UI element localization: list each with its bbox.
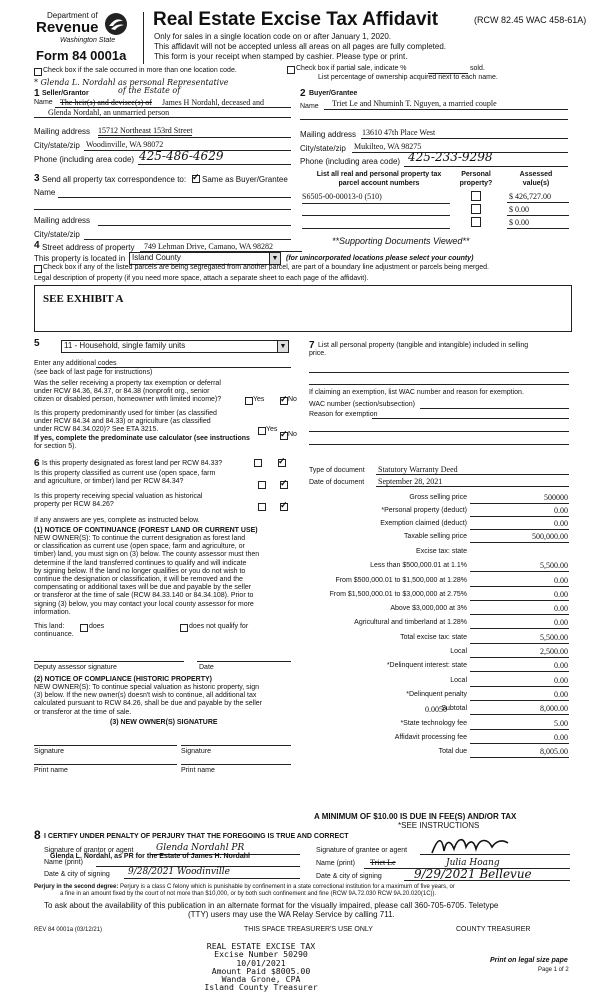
tax-row-value[interactable]: 0.00 — [554, 590, 568, 599]
tax-row-label: Affidavit processing fee — [394, 734, 467, 741]
continuance-text-line: continue the designation or classification, it will be removed and the — [34, 576, 243, 584]
continuance-text-line: information. — [34, 608, 71, 616]
tax-row-value[interactable]: 500000 — [544, 493, 568, 502]
parcel-row-2-value[interactable]: $ 0.00 — [509, 205, 529, 214]
exemption-claim-label: If claiming an exemption, list WAC number and reason for exemption. — [309, 389, 524, 396]
buyer-mailing-label: Mailing address — [300, 130, 357, 139]
corr-city-label: City/state/zip — [34, 230, 80, 239]
grantee-name-value[interactable]: Julia Hoang — [446, 858, 500, 868]
stamp-line: Excise Number 50290 — [214, 949, 308, 960]
tax-row-label: Local — [450, 648, 467, 655]
owner-signature-label-2: Signature — [181, 748, 211, 755]
q6-1-yes-checkbox[interactable] — [254, 459, 262, 467]
tax-row-label: *Personal property (deduct) — [381, 507, 467, 514]
grantor-signature-label: Signature of grantor or agent — [44, 847, 134, 854]
personal-col-header: Personal property? — [459, 171, 493, 187]
ownership-pct-note: List percentage of ownership acquired next to each name. — [318, 74, 498, 81]
treasurer-stamp — [176, 942, 346, 992]
parcel-row-1-number[interactable]: S6505-00-00013-0 (510) — [302, 192, 382, 201]
correspondence-label: Send all property tax correspondence to: — [42, 175, 187, 184]
owner-signature-label-1: Signature — [34, 748, 64, 755]
buyer-city-label: City/state/zip — [300, 144, 346, 153]
q6-3-line-1: Is this property receiving special valuation as historical — [34, 493, 203, 500]
located-label: This property is located in — [34, 254, 126, 263]
q6-3-yes-checkbox[interactable] — [258, 503, 266, 511]
seller-label: Seller/Grantor — [42, 90, 89, 97]
doc-type-label: Type of document — [309, 467, 365, 474]
tax-row-value[interactable]: 0.00 — [554, 661, 568, 670]
seller-city-value[interactable]: Woodinville, WA 98072 — [86, 140, 164, 149]
parcel-row-3-value[interactable]: $ 0.00 — [509, 218, 529, 227]
continuance-text-line: NEW OWNER(S): To continue the current designation as forest land — [34, 535, 246, 542]
q5-1-line-1: Was the seller receiving a property tax exemption or deferral — [34, 380, 221, 387]
tax-row-label: From $500,000.01 to $1,500,000 at 1.28% — [335, 577, 467, 584]
q5-1-yes-checkbox[interactable] — [245, 397, 253, 405]
tax-row-label: Agricultural and timberland at 1.28% — [354, 619, 467, 626]
tax-row-value[interactable]: 500,000.00 — [532, 532, 568, 541]
buyer-mailing-value[interactable]: 13610 47th Place West — [362, 128, 436, 137]
land-does-not-checkbox[interactable] — [180, 624, 188, 632]
partial-sale-label: Check box if partial sale, indicate % — [296, 65, 407, 72]
partial-sale-sold: sold. — [470, 65, 485, 72]
grantor-name-value[interactable]: Glenda L. Nordahl, as PR for the Estate of James H. Nordahl — [50, 853, 250, 860]
buyer-label: Buyer/Grantee — [309, 90, 358, 97]
tax-row-label: Local — [450, 677, 467, 684]
buyer-name-label: Name — [300, 103, 319, 110]
continuance-text-line: or classification as current use (open space, farm and agriculture, or — [34, 543, 245, 551]
section-1-number: 1 — [34, 88, 40, 99]
form-citation: (RCW 82.45 WAC 458-61A) — [474, 15, 587, 25]
q6-2-line-2: and agriculture, or timber) land per RCW 84.34? — [34, 478, 184, 485]
dept-label: Department of — [47, 11, 98, 20]
compliance-text-line: (3) below. If the new owner(s) doesn't wish to continue, all additional tax — [34, 692, 257, 700]
dept-name: Revenue — [36, 19, 99, 36]
if-yes-note: If any answers are yes, complete as instructed below. — [34, 517, 200, 524]
continuance-text-line: or transferor at the time of sale (RCW 84.33.140 or 84.34.108). Prior to — [34, 592, 254, 600]
buyer-name-value[interactable]: Triet Le and Nhuminh T. Nguyen, a married couple — [332, 99, 497, 108]
section-2-number: 2 — [300, 88, 306, 99]
segregation-label: Check box if any of the listed parcels are being segregated from another parcel, are part of a boundary line adjustment or parcels being merged. — [43, 264, 489, 271]
compliance-title: (2) NOTICE OF COMPLIANCE (HISTORIC PROPERTY) — [34, 676, 212, 683]
q5-2-yes-label: Yes — [266, 426, 278, 433]
land-does-label: does — [89, 623, 105, 630]
tax-row-value[interactable]: 2,500.00 — [540, 647, 568, 656]
tax-row-value[interactable]: 0.00 — [554, 733, 568, 742]
wac-label: WAC number (section/subsection) — [309, 401, 415, 408]
seller-mailing-label: Mailing address — [34, 127, 91, 136]
seller-phone-label: Phone (including area code) — [34, 155, 135, 164]
stamp-line: Island County Treasurer — [204, 982, 318, 992]
land-use-select[interactable] — [61, 340, 289, 353]
q5-1-no-checkbox[interactable] — [280, 397, 288, 405]
unincorporated-note: (for unincorporated locations please select your county) — [286, 255, 474, 262]
multi-location-label: Check box if the sale occurred in more than one location code. — [43, 67, 237, 74]
street-value[interactable]: 749 Lehman Drive, Camano, WA 98282 — [144, 242, 273, 251]
tax-row-value[interactable]: 5.00 — [554, 719, 568, 728]
corr-mailing-label: Mailing address — [34, 216, 91, 225]
personal-property-label-1: List all personal property (tangible and intangible) included in selling — [318, 342, 529, 349]
form-number: Form 84 0001a — [36, 48, 127, 63]
tax-row-value[interactable]: 0.00 — [554, 618, 568, 627]
stamp-line: REAL ESTATE EXCISE TAX — [206, 941, 316, 951]
q5-2-line-1: Is this property predominantly used for timber (as classified — [34, 410, 217, 417]
grantee-name-label: Name (print) — [316, 860, 355, 867]
buyer-phone-value[interactable]: 425-233-9298 — [408, 150, 493, 164]
q6-3-line-2: property per RCW 84.26? — [34, 501, 114, 508]
continuance-text-line: compensating or additional taxes will be due and payable by the seller — [34, 584, 252, 592]
q5-2-line-2: under RCW 84.34 and 84.33) or agriculture (as classified — [34, 418, 211, 425]
seller-hand-note-1: * Glenda L. Nordahl as personal Representative — [34, 78, 229, 87]
same-as-buyer-label: Same as Buyer/Grantee — [202, 175, 288, 184]
tax-row-label: Total excise tax: state — [400, 634, 467, 641]
q5-1-line-3: citizen or disabled person, homeowner with limited income)? — [34, 396, 222, 403]
revision-label: REV 84 0001a (03/12/21) — [34, 927, 103, 933]
tax-row-value[interactable]: 8,000.00 — [540, 704, 568, 713]
assessed-col-header: Assessed value(s) — [519, 171, 553, 187]
continuance-title: (1) NOTICE OF CONTINUANCE (FOREST LAND OR CURRENT USE) — [34, 527, 258, 534]
stamp-line: Amount Paid $8005.00 — [211, 965, 311, 976]
q6-1-no-checkbox[interactable] — [278, 459, 286, 467]
q6-3-no-checkbox[interactable] — [280, 503, 288, 511]
stamp-line: 10/01/2021 — [236, 957, 286, 968]
see-instructions-note: *SEE INSTRUCTIONS — [398, 821, 480, 830]
owner-print-name-label-2: Print name — [181, 767, 215, 774]
tax-row-label: Above $3,000,000 at 3% — [390, 605, 467, 612]
header-note-3: This form is your receipt when stamped by cashier. Please type or print. — [154, 52, 408, 61]
supporting-docs-stamp: **Supporting Documents Viewed** — [332, 236, 470, 246]
certify-statement: I CERTIFY UNDER PENALTY OF PERJURY THAT THE FOREGOING IS TRUE AND CORRECT — [44, 833, 349, 840]
buyer-phone-label: Phone (including area code) — [300, 157, 401, 166]
q6-2-line-1: Is this property classified as current use (open space, farm — [34, 470, 216, 477]
deputy-date-label: Date — [199, 664, 214, 671]
tax-row-label: *Delinquent interest: state — [386, 662, 467, 669]
tax-row-label: Subtotal — [441, 705, 467, 712]
continuance-text — [34, 535, 259, 617]
chevron-down-icon[interactable]: ▼ — [269, 253, 280, 264]
same-as-buyer-checkbox[interactable] — [192, 175, 200, 183]
county-select-value: Island County — [132, 253, 181, 262]
grantee-date-label: Date & city of signing — [316, 873, 382, 880]
q5-2-no-checkbox[interactable] — [280, 432, 288, 440]
minimum-due-note: A MINIMUM OF $10.00 IS DUE IN FEE(S) AND/OR TAX — [314, 812, 517, 821]
continuance-text-line: by signing below. If the land no longer qualifies or you do not wish to — [34, 567, 246, 575]
tax-row-value[interactable]: 0.00 — [554, 519, 568, 528]
compliance-text-line: or transferor at the time of sale. — [34, 708, 132, 716]
parcel-row-3-personal-checkbox[interactable] — [471, 217, 481, 227]
legal-description-field[interactable] — [34, 285, 572, 332]
tax-row-label: Less than $500,000.01 at 1.1% — [370, 562, 467, 569]
seller-mailing-value[interactable]: 15712 Northeast 153rd Street — [98, 126, 193, 135]
local-rate-value: 0.0050 — [425, 705, 447, 714]
seller-hand-note-2: of the Estate of — [118, 86, 181, 95]
doc-date-label: Date of document — [309, 479, 365, 486]
tax-row-label: Taxable selling price — [403, 533, 467, 540]
form-title: Real Estate Excise Tax Affidavit — [153, 9, 439, 30]
corr-name-label: Name — [34, 188, 56, 197]
header-note-2: This affidavit will not be accepted unless all areas on all pages are fully completed. — [154, 42, 447, 51]
parcel-row-1-personal-checkbox[interactable] — [471, 191, 481, 201]
q5-2-line-5: for section 5). — [34, 443, 77, 450]
land-does-not-label: does not qualify for — [189, 623, 249, 630]
grantee-signature-label: Signature of grantee or agent — [316, 847, 408, 854]
q5-2-no-label: No — [288, 431, 297, 438]
section-7-number: 7 — [309, 340, 315, 351]
section-3-number: 3 — [34, 173, 40, 184]
tax-row-label: Gross selling price — [409, 494, 467, 501]
tax-row-value[interactable]: 0.00 — [554, 676, 568, 685]
compliance-text — [34, 684, 262, 717]
grantor-date-value[interactable]: 9/28/2021 Woodinville — [128, 867, 230, 877]
q5-2-line-3: under RCW 84.34.020)? See ETA 3215. — [34, 426, 159, 433]
doc-date-value[interactable]: September 28, 2021 — [378, 477, 443, 486]
alt-format-line-1: To ask about the availability of this publication in an alternate format for the visually impaired, please call 360-705-6705. Teletype — [44, 901, 499, 910]
q6-1: Is this property designated as forest land per RCW 84.33? — [42, 460, 223, 467]
grantor-signature[interactable]: Glenda Nordahl PR — [156, 843, 245, 853]
perjury-text-1: Perjury is a class C felony which is punishable by confinement in a state correctional institution for a maximum of five years, or — [120, 884, 455, 890]
tax-row-value[interactable]: 5,500.00 — [540, 561, 568, 570]
legal-label: Legal description of property (if you need more space, attach a separate sheet to each page of the affidavit). — [34, 275, 369, 282]
grantee-date-value[interactable]: 9/29/2021 Bellevue — [414, 867, 532, 881]
seller-name-line-1[interactable]: James H Nordahl, deceased and — [162, 98, 264, 107]
county-treasurer-label: COUNTY TREASURER — [456, 926, 531, 933]
tax-row-value[interactable]: 8,005.00 — [540, 747, 568, 756]
tax-row-label: Excise tax: state — [416, 548, 467, 555]
q5-1-no-label: No — [288, 396, 297, 403]
seller-name-struck: The heir(s) and devisee(s) of — [60, 98, 152, 107]
deputy-signature-label: Deputy assessor signature — [34, 664, 117, 671]
section-8-number: 8 — [34, 828, 41, 842]
compliance-text-line: calculated pursuant to RCW 84.26, shall be due and payable by the seller — [34, 700, 263, 708]
tax-row-value[interactable]: 0.00 — [554, 690, 568, 699]
codes-label: Enter any additional codes — [34, 360, 117, 367]
land-use-value: 11 - Household, single family units — [64, 341, 186, 350]
q5-1-line-2: under RCW 84.36, 84.37, or 84.38 (nonprofit org., senior — [34, 388, 210, 395]
owner-print-name-label-1: Print name — [34, 767, 68, 774]
personal-property-label-2: price. — [309, 350, 327, 357]
street-label: Street address of property — [42, 243, 135, 252]
q6-2-no-checkbox[interactable] — [280, 481, 288, 489]
section-4-number: 4 — [34, 240, 40, 251]
tax-row-value[interactable]: 0.00 — [554, 576, 568, 585]
tax-row-value[interactable]: 0.00 — [554, 506, 568, 515]
codes-note: (see back of last page for instructions) — [34, 369, 153, 376]
treasurer-only-label: THIS SPACE TREASURER'S USE ONLY — [244, 926, 373, 933]
continuance-text-line: timber) land, you must sign on (3) below. The county assessor must then — [34, 551, 260, 559]
perjury-line-1 — [34, 884, 455, 890]
perjury-bold: Perjury in the second degree: — [34, 884, 119, 890]
continuance-text-line: determine if the land transferred continues to qualify and will indicate — [34, 559, 247, 567]
tax-row-label: Exemption claimed (deduct) — [380, 520, 467, 527]
grantor-date-label: Date & city of signing — [44, 871, 110, 878]
tax-row-label: *Delinquent penalty — [406, 691, 467, 698]
tax-row-label: Total due — [438, 748, 467, 755]
this-land-label: This land: — [34, 623, 65, 630]
section-6-number: 6 — [34, 458, 40, 469]
section-5-number: 5 — [34, 338, 40, 349]
compliance-text-line: NEW OWNER(S): To continue special valuation as historic property, sign — [34, 684, 259, 691]
grantee-name-struck: Triet Le — [370, 858, 396, 867]
seller-name-line-2[interactable]: Glenda Nordahl, an unmarried person — [48, 108, 170, 117]
continuance-text-line: signing (3) below, you may contact your local county assessor for more — [34, 600, 254, 608]
chevron-down-icon[interactable]: ▼ — [277, 341, 288, 352]
q5-2-line-4: If yes, complete the predominate use calculator (see instructions — [34, 435, 250, 442]
parcel-row-1-value[interactable]: $ 426,727.00 — [509, 192, 551, 201]
parcels-col-header: List all real and personal property tax parcel account numbers — [316, 171, 442, 187]
partial-sale-checkbox[interactable] — [287, 66, 295, 74]
seller-name-label: Name — [34, 99, 53, 106]
stamp-line: Wanda Grone, CPA — [221, 974, 301, 985]
continuance-word: continuance. — [34, 631, 74, 638]
dept-state: Washington State — [60, 37, 116, 44]
doc-type-value[interactable]: Statutory Warranty Deed — [378, 465, 458, 474]
tax-row-value[interactable]: 0.00 — [554, 604, 568, 613]
legal-description-value: SEE EXHIBIT A — [43, 293, 124, 305]
land-does-checkbox[interactable] — [80, 624, 88, 632]
header-note-1: Only for sales in a single location code on or after January 1, 2020. — [154, 32, 392, 41]
grantor-name-label: Name (print) — [44, 859, 83, 866]
perjury-line-2: a fine in an amount fixed by the court of not more than $10,000, or by both such confinement and fine (RCW 9A.72.030 RCW 9A.20.020(1C)). — [60, 891, 437, 897]
q5-1-yes-label: Yes — [253, 396, 265, 403]
parcel-row-2-personal-checkbox[interactable] — [471, 204, 481, 214]
q6-2-yes-checkbox[interactable] — [258, 481, 266, 489]
tax-row-label: From $1,500,000.01 to $3,000,000 at 2.75% — [329, 591, 467, 598]
alt-format-line-2: (TTY) users may use the WA Relay Service by calling 711. — [188, 910, 395, 919]
seller-phone-value[interactable]: 425-486-4629 — [139, 149, 224, 163]
buyer-city-value[interactable]: Mukilteo, WA 98275 — [354, 142, 422, 151]
owner-signature-title: (3) NEW OWNER(S) SIGNATURE — [110, 719, 218, 726]
tax-row-value[interactable]: 5,500.00 — [540, 633, 568, 642]
q5-2-yes-checkbox[interactable] — [258, 427, 266, 435]
seller-city-label: City/state/zip — [34, 141, 80, 150]
segregation-checkbox[interactable] — [34, 265, 42, 273]
multi-location-checkbox[interactable] — [34, 68, 42, 76]
page-number: Page 1 of 2 — [538, 967, 569, 973]
tax-row-label: *State technology fee — [400, 720, 467, 727]
legal-size-note: Print on legal size pape — [490, 957, 568, 964]
reason-label: Reason for exemption — [309, 411, 378, 418]
